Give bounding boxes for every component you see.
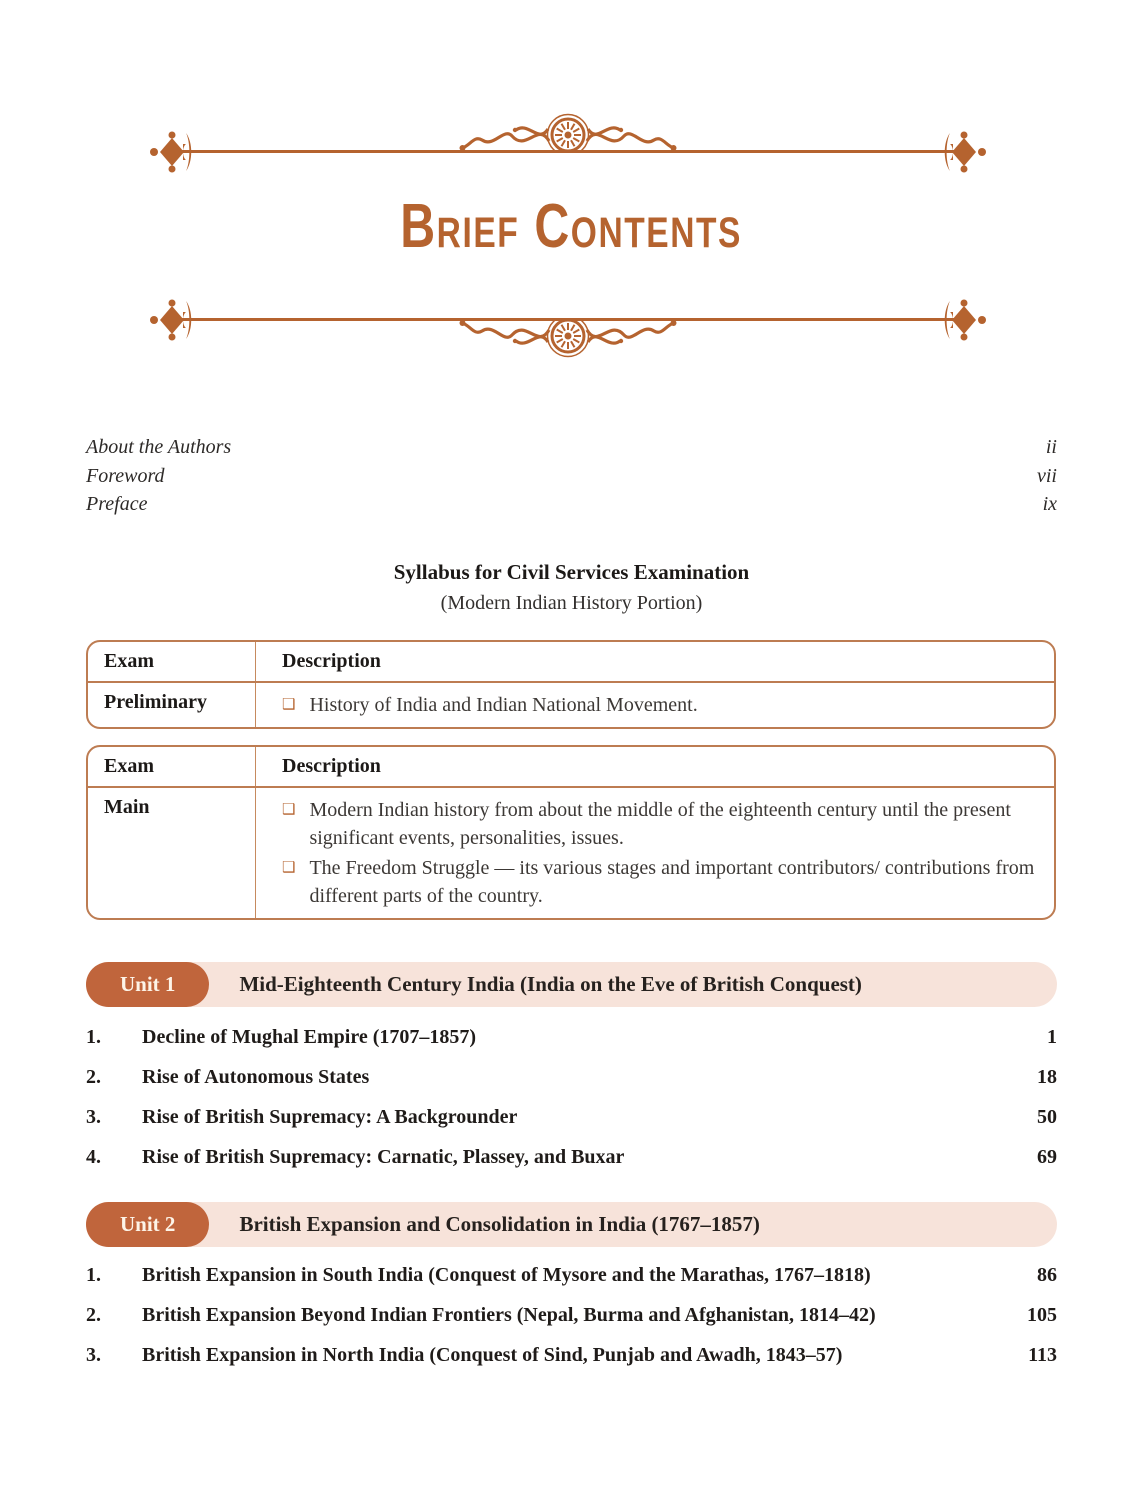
unit-2-chapter-list — [86, 1262, 1057, 1382]
chapter-page: 86 — [1037, 1264, 1057, 1286]
unit-1-banner — [86, 962, 1057, 1007]
front-matter-page: vii — [1037, 464, 1057, 487]
bullet-text: The Freedom Struggle — its various stages and important contributors/ contributions from different parts of the country. — [309, 857, 1035, 907]
table-header-row — [88, 642, 1054, 683]
chapter-title: British Expansion in North India (Conquest of Sind, Punjab and Awadh, 1843–57) — [142, 1344, 843, 1366]
chapter-page: 113 — [1028, 1344, 1057, 1366]
chapter-entry — [86, 1104, 1057, 1131]
chapter-title: British Expansion in South India (Conquest of Mysore and the Marathas, 1767–1818) — [142, 1264, 871, 1286]
description-column-header: Description — [282, 650, 381, 672]
front-matter-label: Preface — [86, 493, 148, 515]
chapter-title: Rise of British Supremacy: A Backgrounder — [142, 1106, 518, 1128]
chapter-page: 69 — [1037, 1146, 1057, 1168]
chapter-title: Decline of Mughal Empire (1707–1857) — [142, 1026, 477, 1048]
front-matter-entry — [86, 490, 1057, 519]
syllabus-heading: Syllabus for Civil Services Examination — [393, 560, 750, 584]
description-bullet — [282, 691, 1036, 719]
preliminary-exam-table — [86, 640, 1056, 729]
bullet-text: Modern Indian history from about the middle of the eighteenth century until the present significant events, personalities, issues. — [309, 799, 1011, 849]
table-row — [88, 788, 1054, 918]
syllabus-subheading: (Modern Indian History Portion) — [440, 592, 703, 614]
front-matter-page: ii — [1045, 436, 1057, 458]
chapter-entry — [86, 1024, 1057, 1051]
flourish-ornament-icon — [458, 319, 678, 365]
chapter-number: 1. — [86, 1264, 101, 1286]
chapter-entry — [86, 1262, 1057, 1289]
square-bullet-icon: ❑ — [282, 697, 296, 713]
front-matter-list — [86, 433, 1057, 519]
description-column-header: Description — [282, 755, 381, 777]
description-bullet — [282, 854, 1036, 910]
unit-2-banner — [86, 1202, 1057, 1247]
exam-column-header: Exam — [88, 642, 256, 681]
chapter-number: 1. — [86, 1026, 101, 1048]
exam-name: Main — [88, 788, 256, 918]
table-row — [88, 683, 1054, 727]
chapter-number: 2. — [86, 1304, 101, 1326]
chapter-entry — [86, 1302, 1057, 1329]
exam-column-header: Exam — [88, 747, 256, 786]
chapter-page: 1 — [1047, 1026, 1057, 1048]
top-ornamental-rule — [180, 150, 956, 153]
chapter-title: British Expansion Beyond Indian Frontiers (Nepal, Burma and Afghanistan, 1814–42) — [142, 1304, 876, 1326]
unit-2-badge: Unit 2 — [86, 1202, 209, 1247]
chapter-number: 2. — [86, 1066, 101, 1088]
description-bullet — [282, 796, 1036, 852]
unit-1-badge: Unit 1 — [86, 962, 209, 1007]
exam-description — [256, 683, 1054, 727]
unit-1-chapter-list — [86, 1024, 1057, 1184]
exam-name: Preliminary — [88, 683, 256, 727]
chapter-page: 18 — [1037, 1066, 1057, 1088]
chapter-title: Rise of Autonomous States — [142, 1066, 370, 1088]
right-finial-icon — [940, 298, 988, 342]
main-exam-table — [86, 745, 1056, 920]
exam-description — [256, 788, 1054, 918]
chapter-entry — [86, 1064, 1057, 1091]
square-bullet-icon: ❑ — [282, 802, 296, 818]
bottom-ornamental-rule — [180, 318, 956, 321]
chapter-number: 3. — [86, 1344, 101, 1366]
chapter-entry — [86, 1144, 1057, 1171]
chapter-entry — [86, 1342, 1057, 1369]
front-matter-entry — [86, 433, 1057, 462]
front-matter-label: About the Authors — [86, 436, 232, 458]
bullet-text: History of India and Indian National Movement. — [309, 694, 698, 716]
chapter-title: Rise of British Supremacy: Carnatic, Plassey, and Buxar — [142, 1146, 625, 1168]
page-title: Brief Contents — [400, 192, 743, 261]
left-finial-icon — [148, 130, 196, 174]
unit-2-title: British Expansion and Consolidation in India (1767–1857) — [239, 1212, 760, 1236]
chapter-page: 50 — [1037, 1106, 1057, 1128]
front-matter-entry — [86, 462, 1057, 491]
front-matter-page: ix — [1042, 493, 1057, 515]
right-finial-icon — [940, 130, 988, 174]
unit-1-title: Mid-Eighteenth Century India (India on the Eve of British Conquest) — [239, 972, 862, 996]
table-header-row — [88, 747, 1054, 788]
chapter-number: 3. — [86, 1106, 101, 1128]
chapter-page: 105 — [1027, 1304, 1057, 1326]
chapter-number: 4. — [86, 1146, 101, 1168]
front-matter-label: Foreword — [86, 464, 165, 487]
flourish-ornament-icon — [458, 106, 678, 152]
left-finial-icon — [148, 298, 196, 342]
square-bullet-icon: ❑ — [282, 860, 296, 876]
